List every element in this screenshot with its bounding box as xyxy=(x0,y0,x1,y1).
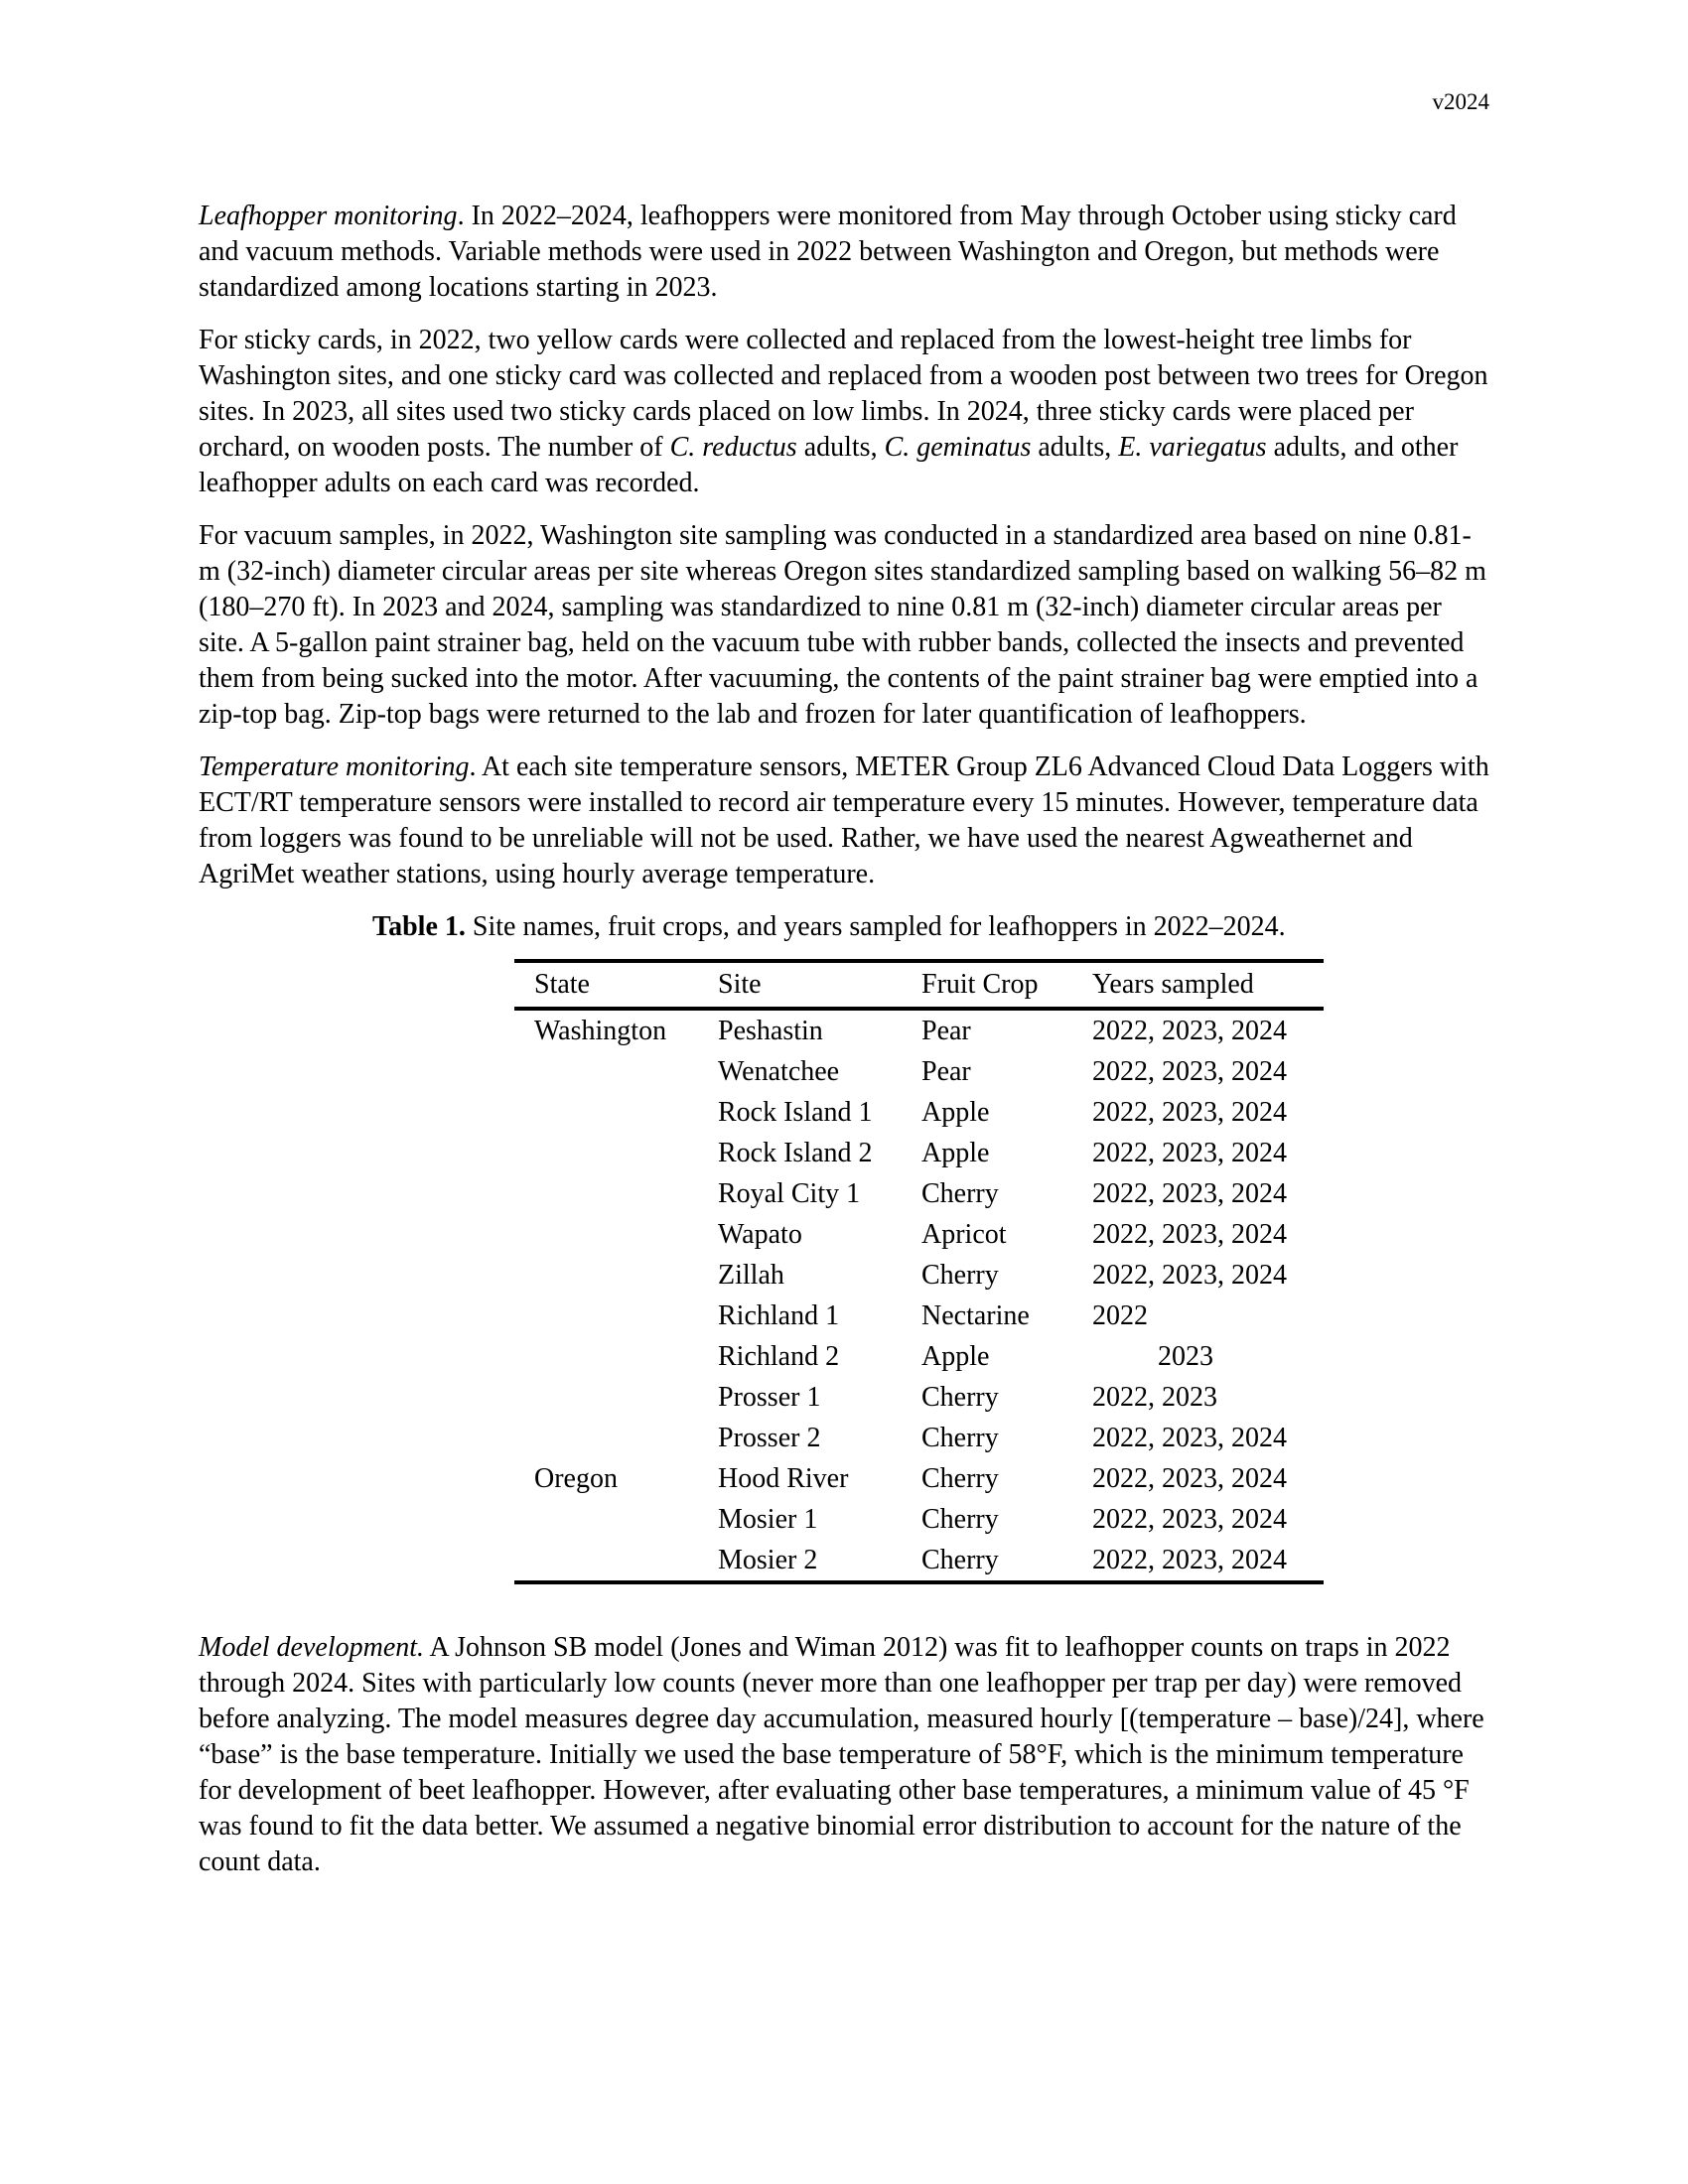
cell-site: Mosier 2 xyxy=(718,1544,818,1575)
paragraph-model-development xyxy=(199,1630,1489,1880)
cell-years: 2022, 2023, 2024 xyxy=(1092,1137,1287,1168)
cell-crop: Cherry xyxy=(921,1422,999,1453)
text-run: . In 2022–2024, leafhoppers were monitored from May through October using sticky card and vacuum methods. Variable methods were used in 2022 between Washington and Oregon, but methods were standardized among locations starting in 2023. xyxy=(199,201,1457,303)
text-run: C. geminatus xyxy=(884,432,1032,463)
cell-crop: Cherry xyxy=(921,1381,999,1413)
cell-years: 2022, 2023, 2024 xyxy=(1092,1544,1287,1575)
cell-years: 2022 xyxy=(1092,1299,1148,1331)
column-header-state: State xyxy=(534,969,590,1000)
table-header-row xyxy=(514,961,1324,1009)
cell-crop: Apricot xyxy=(921,1218,1007,1250)
column-header-site: Site xyxy=(718,969,762,1000)
cell-years: 2022, 2023, 2024 xyxy=(1092,1015,1287,1046)
text-run: Site names, fruit crops, and years sampled for leafhoppers in 2022–2024. xyxy=(465,911,1286,942)
table-row xyxy=(514,1377,1324,1418)
cell-years: 2022, 2023, 2024 xyxy=(1092,1177,1287,1209)
cell-site: Rock Island 1 xyxy=(718,1096,873,1128)
text-run: Model development. xyxy=(199,1632,425,1663)
table-row xyxy=(514,1255,1324,1296)
text-run: Leafhopper monitoring xyxy=(199,201,458,231)
table-body xyxy=(514,1009,1324,1582)
cell-site: Peshastin xyxy=(718,1015,823,1046)
cell-state xyxy=(514,1133,698,1173)
table-row xyxy=(514,1458,1324,1499)
paragraph-vacuum-samples xyxy=(199,518,1489,733)
cell-site: Wapato xyxy=(718,1218,802,1250)
table-row xyxy=(514,1173,1324,1214)
text-run: For sticky cards, in 2022, two yellow cards were collected and replaced from the lowest-height tree limbs for Washington sites, and one sticky card was collected and replaced from a wooden post between two trees for Oregon sites. In 2023, all sites used two sticky cards placed on low limbs. In 2024, three sticky cards were placed per orchard, on wooden posts. The number of xyxy=(199,325,1488,463)
column-header-fruit-crop: Fruit Crop xyxy=(921,969,1039,1000)
cell-crop: Cherry xyxy=(921,1544,999,1575)
cell-years: 2022, 2023, 2024 xyxy=(1092,1422,1287,1453)
cell-state: Oregon xyxy=(534,1462,618,1494)
text-run: Temperature monitoring xyxy=(199,751,470,782)
paragraph-temperature-monitoring xyxy=(199,750,1489,892)
cell-site: Prosser 2 xyxy=(718,1422,821,1453)
cell-site: Wenatchee xyxy=(718,1055,840,1087)
column-header-years-sampled: Years sampled xyxy=(1092,969,1254,1000)
cell-crop: Nectarine xyxy=(921,1299,1030,1331)
text-run: C. reductus xyxy=(669,432,797,463)
table-row xyxy=(514,1296,1324,1336)
table-row xyxy=(514,1214,1324,1255)
version-label: v2024 xyxy=(1432,89,1489,114)
cell-years: 2022, 2023 xyxy=(1092,1381,1217,1413)
table-row xyxy=(514,1133,1324,1173)
text-run: adults, xyxy=(796,432,885,463)
cell-state xyxy=(514,1296,698,1336)
cell-crop: Cherry xyxy=(921,1462,999,1494)
table-1-caption xyxy=(372,909,1489,945)
cell-site: Zillah xyxy=(718,1259,784,1291)
cell-site: Royal City 1 xyxy=(718,1177,861,1209)
cell-crop: Apple xyxy=(921,1340,990,1372)
text-run: E. variegatus xyxy=(1118,432,1267,463)
cell-state xyxy=(514,1418,698,1458)
cell-crop: Pear xyxy=(921,1055,971,1087)
cell-site: Prosser 1 xyxy=(718,1381,821,1413)
cell-years: 2022, 2023, 2024 xyxy=(1092,1462,1287,1494)
cell-crop: Pear xyxy=(921,1015,971,1046)
cell-crop: Cherry xyxy=(921,1259,999,1291)
cell-state xyxy=(514,1214,698,1255)
cell-crop: Apple xyxy=(921,1137,990,1168)
text-run: A Johnson SB model (Jones and Wiman 2012) was fit to leafhopper counts on traps in 2022 through 2024. Sites with particularly low counts (never more than one leafhopper per trap per day) were removed before analyzing. The model measures degree day accumulation, measured hourly [(temperature – base)/24], where “base” is the base temperature. Initially we used the base temperature of 58°F, which is the minimum temperature for development of beet leafhopper. However, after evaluating other base temperatures, a minimum value of 45 °F was found to fit the data better. We assumed a negative binomial error distribution to account for the nature of the count data. xyxy=(199,1632,1484,1877)
cell-state xyxy=(514,1499,698,1540)
table-header xyxy=(514,961,1324,1009)
cell-state xyxy=(514,1092,698,1133)
cell-years: 2022, 2023, 2024 xyxy=(1092,1055,1287,1087)
cell-site: Richland 2 xyxy=(718,1340,840,1372)
text-run: adults, xyxy=(1031,432,1119,463)
cell-state xyxy=(514,1540,698,1582)
cell-state: Washington xyxy=(534,1015,667,1046)
cell-years: 2022, 2023, 2024 xyxy=(1092,1503,1287,1535)
cell-years: 2022, 2023, 2024 xyxy=(1092,1096,1287,1128)
table-row xyxy=(514,1051,1324,1092)
cell-state xyxy=(514,1255,698,1296)
table-row xyxy=(514,1499,1324,1540)
cell-state xyxy=(514,1051,698,1092)
table-row xyxy=(514,1092,1324,1133)
table-row xyxy=(514,1540,1324,1582)
cell-crop: Cherry xyxy=(921,1503,999,1535)
cell-site: Hood River xyxy=(718,1462,849,1494)
table-row xyxy=(514,1336,1324,1377)
text-run: Table 1. xyxy=(372,911,466,942)
cell-crop: Apple xyxy=(921,1096,990,1128)
cell-state xyxy=(514,1173,698,1214)
cell-years: 2022, 2023, 2024 xyxy=(1092,1259,1287,1291)
text-run: . At each site temperature sensors, METER Group ZL6 Advanced Cloud Data Loggers with ECT/RT temperature sensors were installed to record air temperature every 15 minutes. However, temperature data from loggers was found to be unreliable will not be used. Rather, we have used the nearest Agweathernet and AgriMet weather stations, using hourly average temperature. xyxy=(199,751,1489,889)
text-run: For vacuum samples, in 2022, Washington site sampling was conducted in a standardized area based on nine 0.81-m (32-inch) diameter circular areas per site whereas Oregon sites standardized sampling based on walking 56–82 m (180–270 ft). In 2023 and 2024, sampling was standardized to nine 0.81 m (32-inch) diameter circular areas per site. A 5-gallon paint strainer bag, held on the vacuum tube with rubber bands, collected the insects and prevented them from being sucked into the motor. After vacuuming, the contents of the paint strainer bag were emptied into a zip-top bag. Zip-top bags were returned to the lab and frozen for later quantification of leafhoppers. xyxy=(199,520,1486,730)
cell-state xyxy=(514,1377,698,1418)
cell-site: Richland 1 xyxy=(718,1299,840,1331)
table-row xyxy=(514,1009,1324,1051)
cell-site: Mosier 1 xyxy=(718,1503,818,1535)
cell-years: 2023 xyxy=(1158,1340,1213,1372)
table-1-sites xyxy=(514,959,1324,1584)
paragraph-leafhopper-monitoring xyxy=(199,199,1489,306)
cell-crop: Cherry xyxy=(921,1177,999,1209)
cell-site: Rock Island 2 xyxy=(718,1137,873,1168)
paragraph-sticky-cards xyxy=(199,323,1489,501)
cell-state xyxy=(514,1336,698,1377)
text-run: adults, and other leafhopper adults on each card was recorded. xyxy=(199,432,1459,498)
table-row xyxy=(514,1418,1324,1458)
cell-years: 2022, 2023, 2024 xyxy=(1092,1218,1287,1250)
